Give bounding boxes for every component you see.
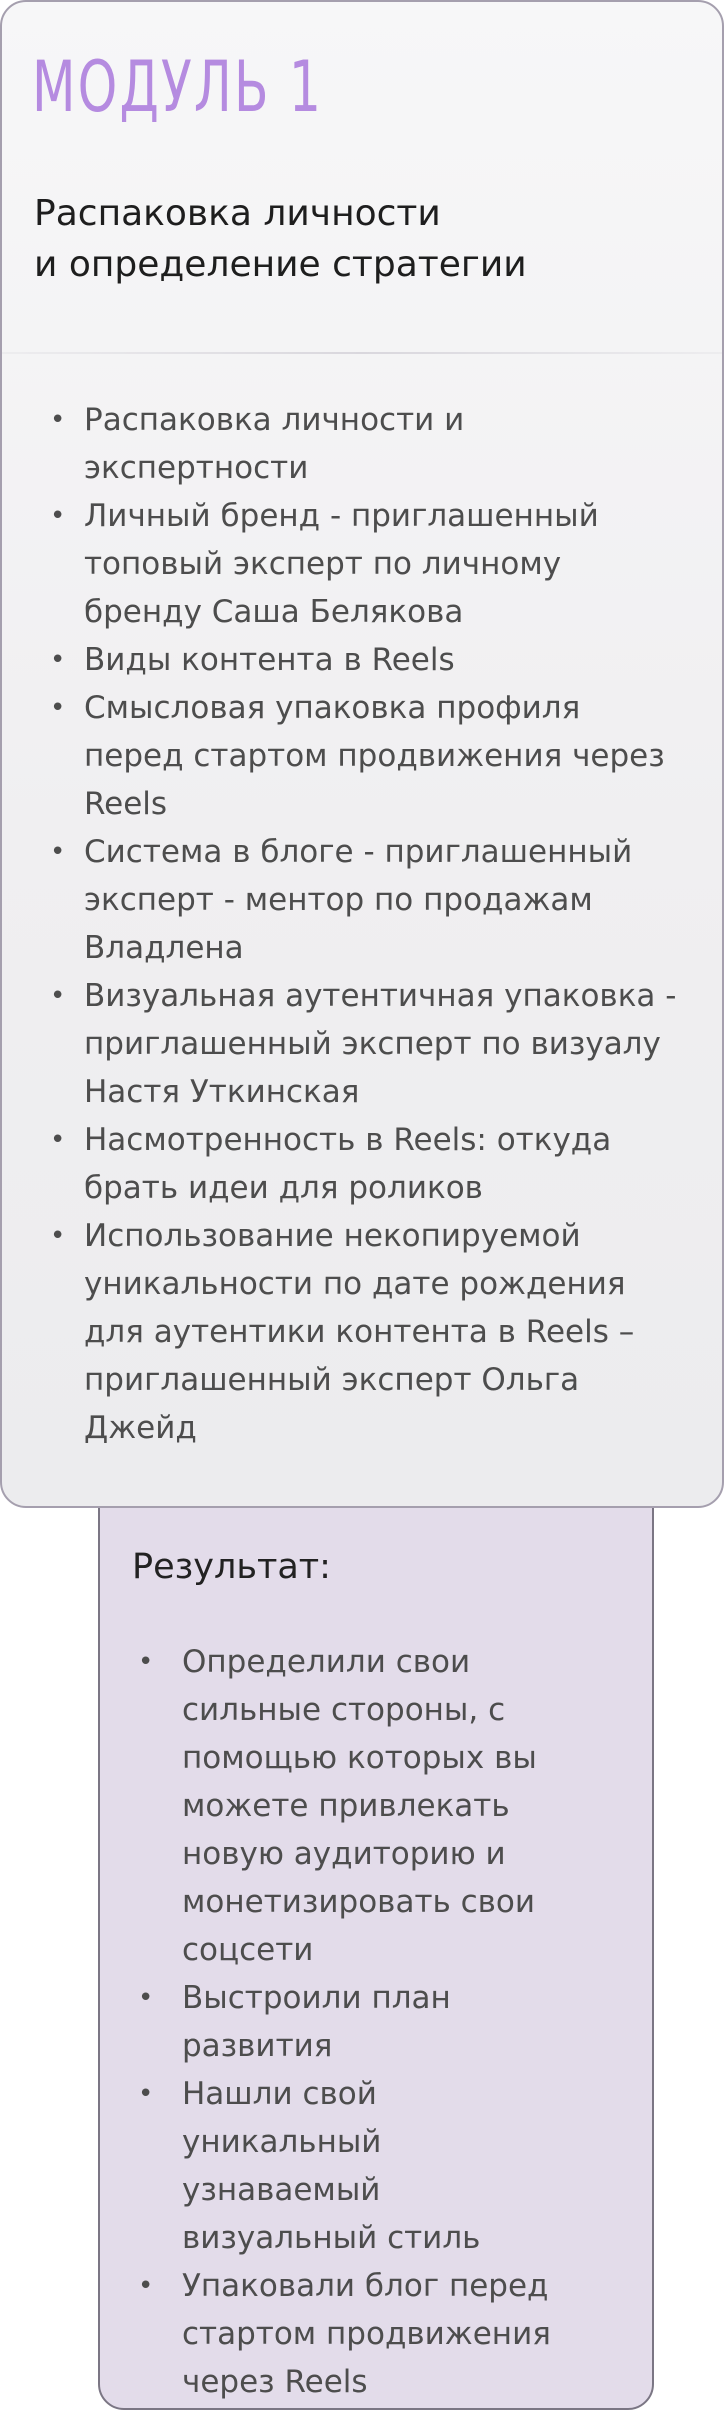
topic-text: Смысловая упаковка профиля перед стартом продвижения через Reels — [84, 690, 665, 822]
list-item — [32, 396, 682, 492]
list-item — [32, 636, 682, 684]
list-item — [126, 1974, 556, 2070]
bullet-icon: • — [138, 2271, 154, 2301]
divider — [2, 352, 722, 354]
list-item — [32, 1212, 682, 1452]
list-item — [126, 2070, 556, 2262]
list-item — [32, 492, 682, 636]
list-item — [126, 1638, 556, 1974]
list-item — [32, 1116, 682, 1212]
topic-text: Распаковка личности и экспертности — [84, 402, 465, 486]
result-item-text: Выстроили план развития — [182, 1980, 451, 2064]
bullet-icon: • — [50, 405, 66, 435]
topic-text: Личный бренд - приглашенный топовый эксперт по личному бренду Саша Белякова — [84, 498, 599, 630]
topics-list — [32, 396, 682, 1452]
bullet-icon: • — [50, 981, 66, 1011]
module-subtitle-line: Распаковка личности — [34, 193, 441, 234]
bullet-icon: • — [50, 693, 66, 723]
topic-text: Визуальная аутентичная упаковка - приглашенный эксперт по визуалу Настя Уткинская — [84, 978, 677, 1110]
module-title: МОДУЛЬ 1 — [32, 46, 324, 128]
topic-text: Виды контента в Reels — [84, 642, 455, 678]
bullet-icon: • — [50, 645, 66, 675]
result-title: Результат: — [132, 1547, 331, 1587]
list-item — [32, 828, 682, 972]
module-subtitle-line: и определение стратегии — [34, 244, 527, 285]
result-item-text: Упаковали блог перед стартом продвижения через Reels — [182, 2268, 551, 2400]
bullet-icon: • — [50, 1221, 66, 1251]
list-item — [32, 684, 682, 828]
result-list — [126, 1638, 556, 2406]
topic-text: Система в блоге - приглашенный эксперт - ментор по продажам Владлена — [84, 834, 633, 966]
bullet-icon: • — [138, 1983, 154, 2013]
bullet-icon: • — [138, 2079, 154, 2109]
topic-text: Насмотренность в Reels: откуда брать идеи для роликов — [84, 1122, 612, 1206]
module-subtitle — [34, 188, 654, 290]
result-item-text: Нашли свой уникальный узнаваемый визуальный стиль — [182, 2076, 481, 2256]
list-item — [32, 972, 682, 1116]
bullet-icon: • — [138, 1647, 154, 1677]
list-item — [126, 2262, 556, 2406]
bullet-icon: • — [50, 837, 66, 867]
bullet-icon: • — [50, 501, 66, 531]
result-card — [98, 1420, 654, 2410]
result-item-text: Определили свои сильные стороны, с помощью которых вы можете привлекать новую аудиторию и монетизировать свои соцсети — [182, 1644, 537, 1968]
bullet-icon: • — [50, 1125, 66, 1155]
topic-text: Использование некопируемой уникальности по дате рождения для аутентики контента в Reels – приглашенный эксперт Ольга Джейд — [84, 1218, 635, 1446]
